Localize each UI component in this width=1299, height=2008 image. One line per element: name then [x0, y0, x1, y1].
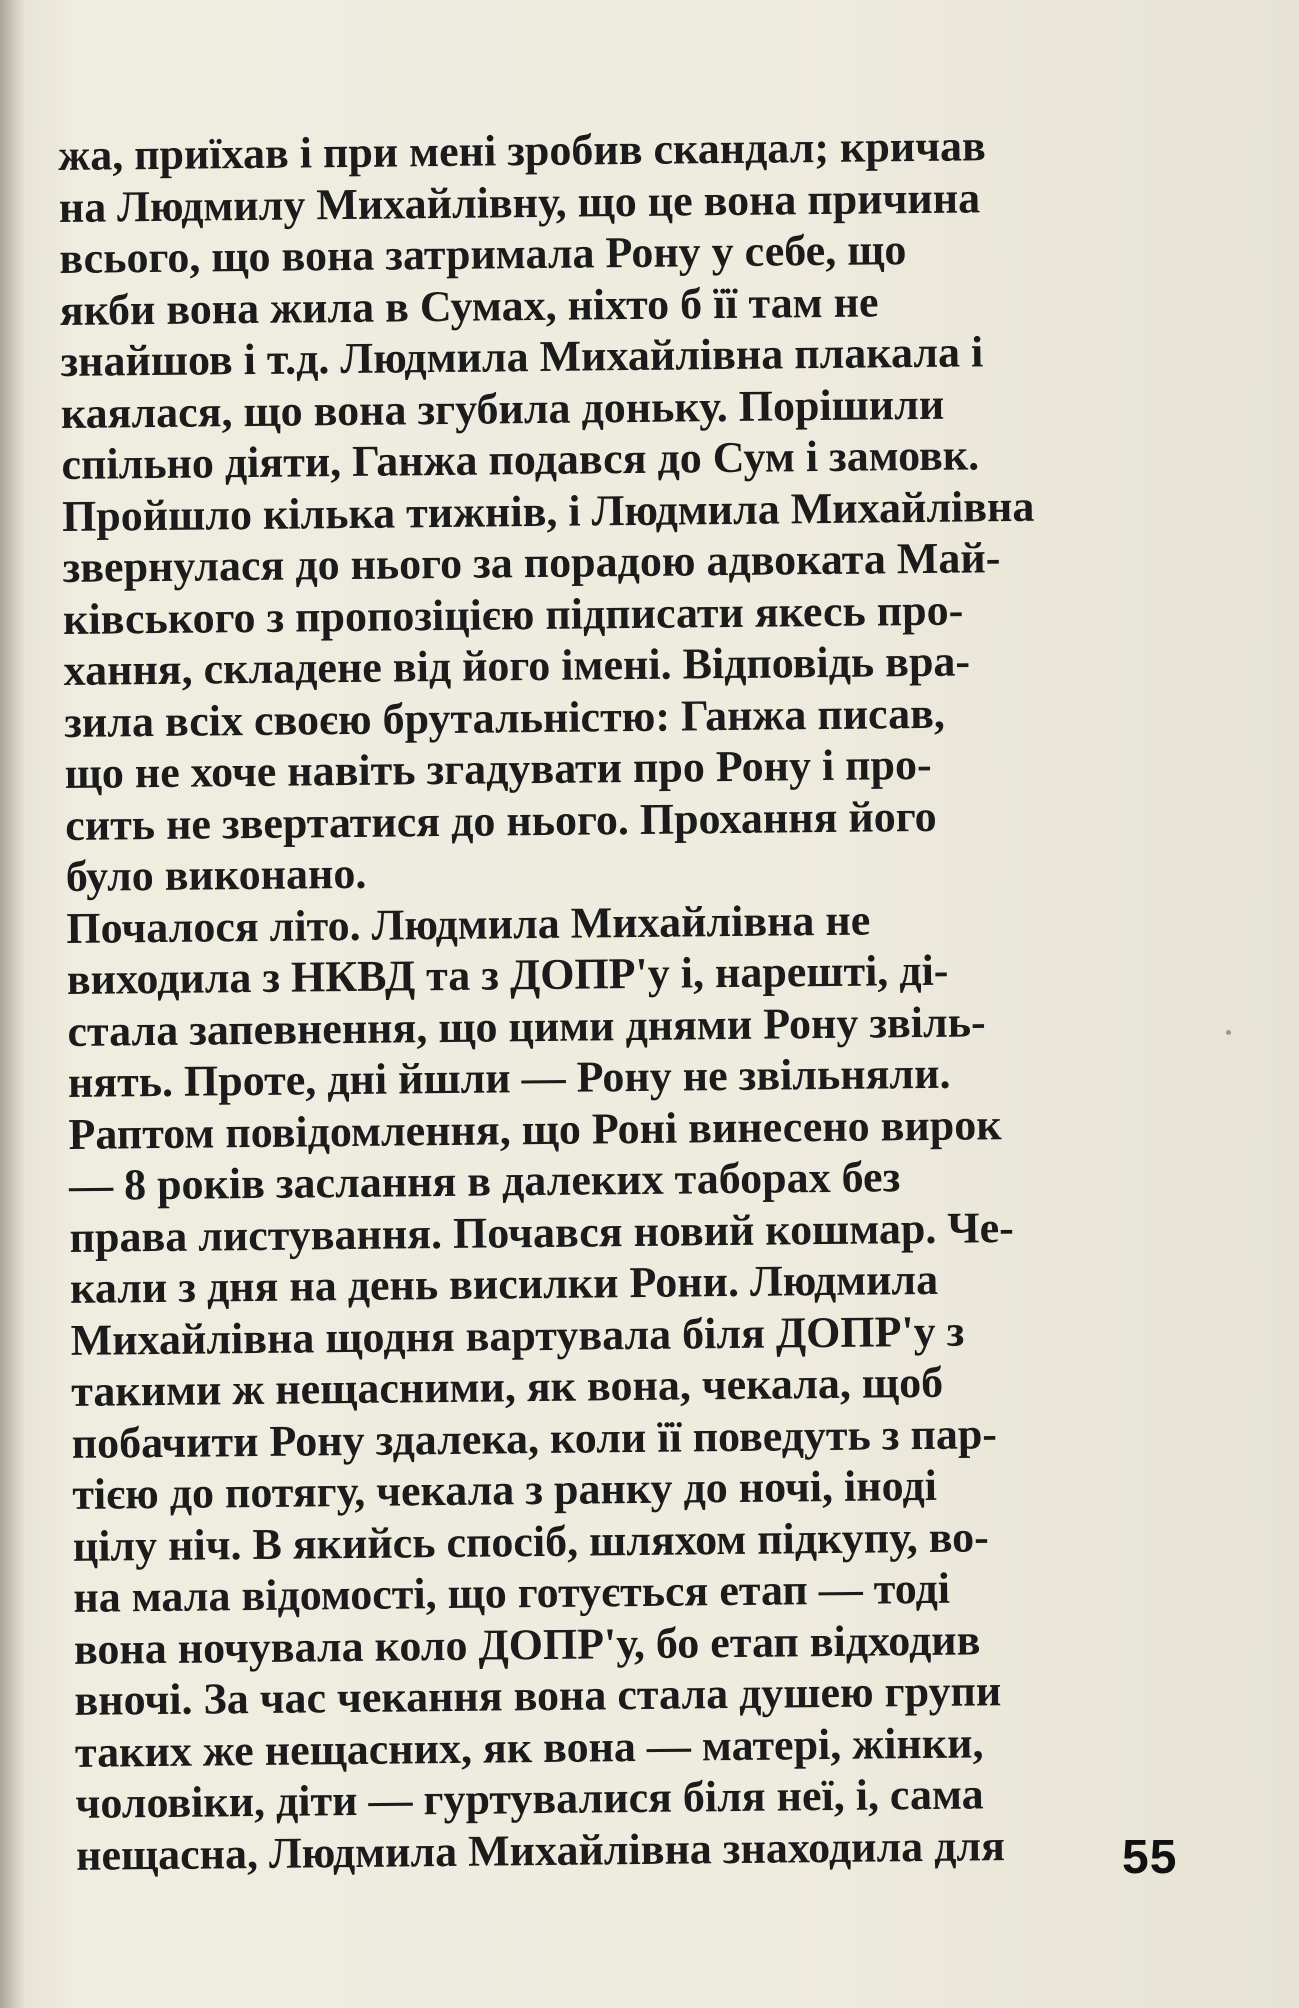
paragraph-1: жа, приїхав і при мені зробив скандал; кричав на Людмилу Михайлівну, що це вона причина всього, що вона затримала Рону у себе, що якби вона жила в Сумах, ніхто б її там не знайшов і т.д. Людмила Михайлівна плакала і каялася, що вона згубила доньку. Порішили спільно діяти, Ганжа подався до Сум і замовк. Пройшло кілька тижнів, і Людмила Михайлівна звернулася до нього за порадою адвоката Май- ківського з пропозіцією підписати якесь про- хання, складене від його імені. Відповідь вра- зила всіх своєю брутальністю: Ганжа писав, що не хоче навіть згадувати про Рону і про- сить не звертатися до нього. Прохання його було виконано.	[58, 121, 1035, 901]
body-text	[58, 118, 1184, 1881]
paper-speck	[1226, 1030, 1231, 1035]
page-number: 55	[1122, 1831, 1178, 1884]
page-gutter-shadow	[0, 0, 24, 2008]
paragraph-2: Почалося літо. Людмила Михайлівна не виходила з НКВД та з ДОПР'у і, нарешті, ді- стала запевнення, що цими днями Рону звіль- нять. Проте, дні йшли — Рону не звільняли. Раптом повідомлення, що Роні винесено вирок — 8 років заслання в далеких таборах без права листування. Почався новий кошмар. Че- кали з дня на день висилки Рони. Людмила Михайлівна щодня вартувала біля ДОПР'у з такими ж нещасними, як вона, чекала, щоб побачити Рону здалека, коли її поведуть з пар- тією до потягу, чекала з ранку до ночі, іноді цілу ніч. В якийсь спосіб, шляхом підкупу, во- на мала відомості, що готується етап — тоді вона ночувала коло ДОПР'у, бо етап відходив вночі. За час чекання вона стала душею групи таких же нещасних, як вона — матері, жінки, чоловіки, діти — гуртувалися біля неї, і, сама нещасна, Людмила Михайлівна знаходила для	[66, 895, 1015, 1880]
